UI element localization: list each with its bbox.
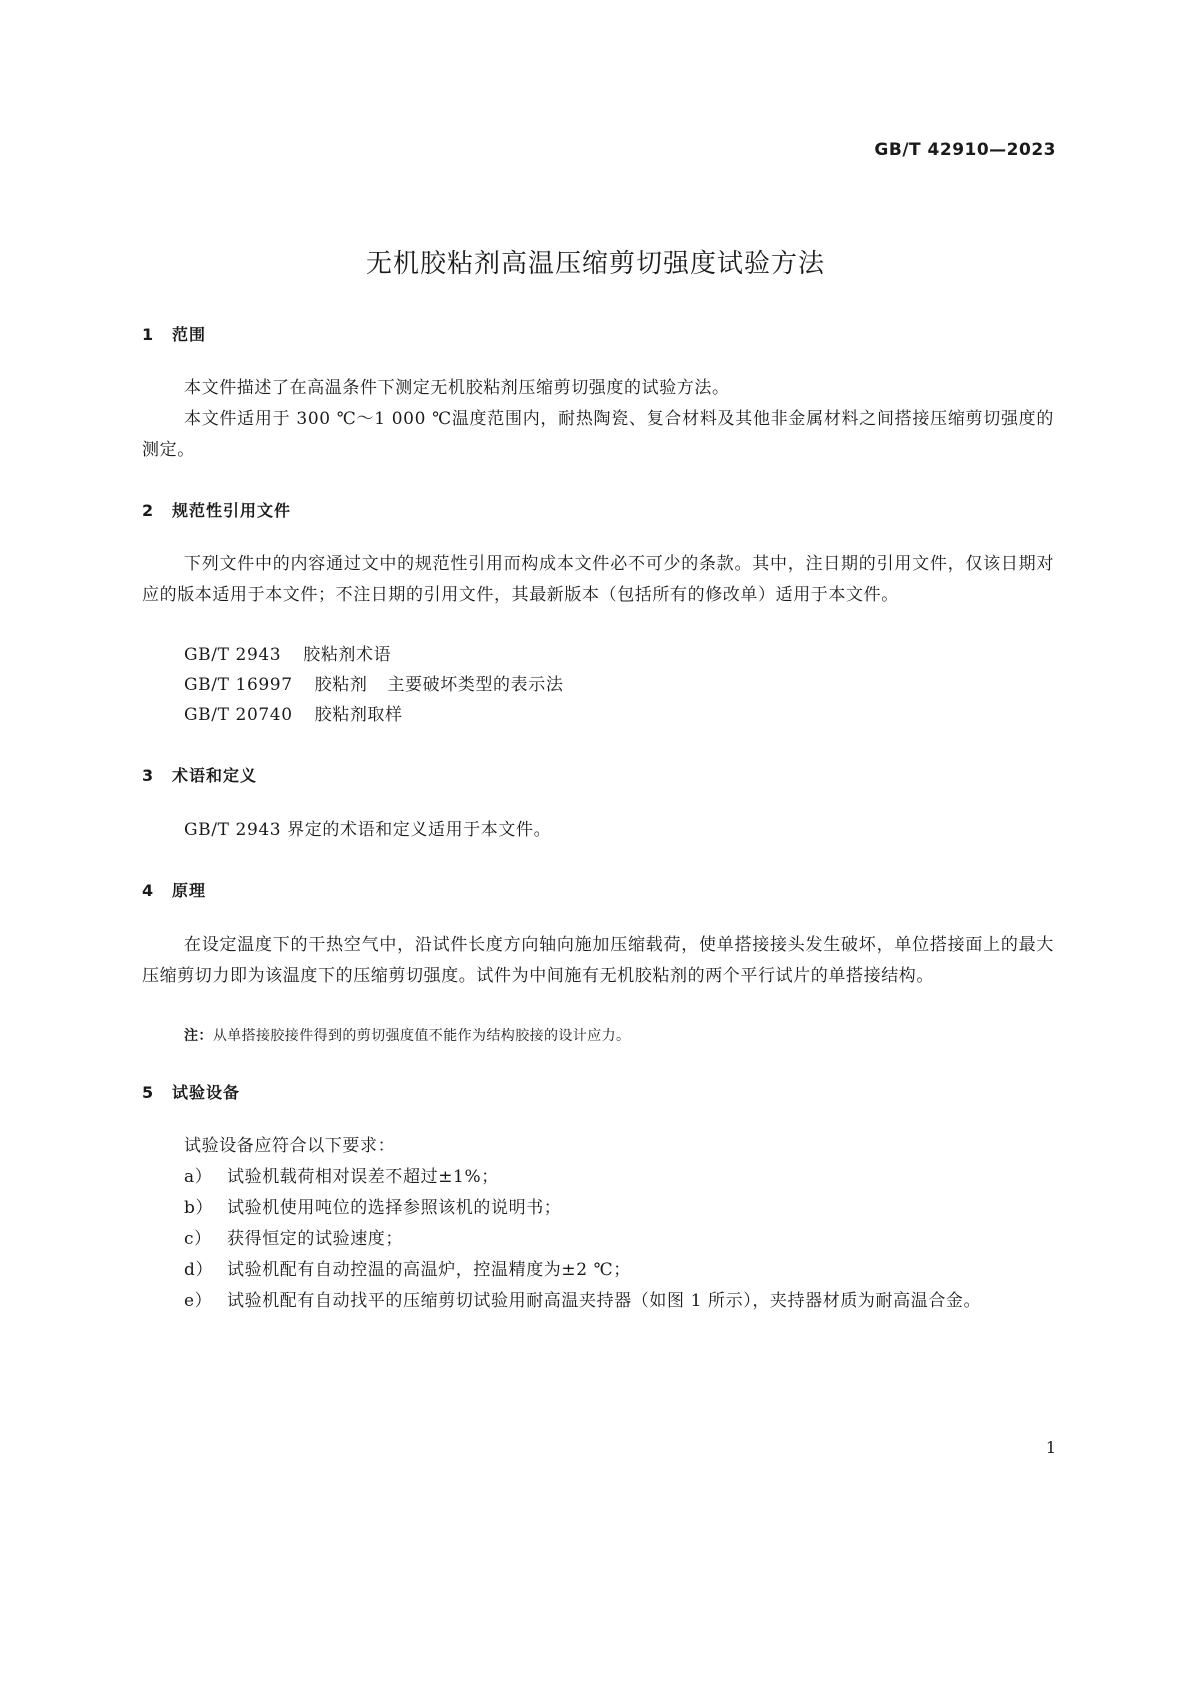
section-heading-principle — [142, 878, 206, 901]
document-title: 无机胶粘剂高温压缩剪切强度试验方法 — [365, 249, 825, 279]
list-item — [184, 1193, 1054, 1224]
list-text: 试验机使用吨位的选择参照该机的说明书； — [227, 1198, 562, 1218]
section-title: 术语和定义 — [172, 766, 258, 785]
principle-note — [184, 1025, 630, 1045]
note-text: 从单搭接胶接件得到的剪切强度值不能作为结构胶接的设计应力。 — [212, 1028, 631, 1044]
section-title: 试验设备 — [172, 1083, 241, 1102]
section-title: 范围 — [172, 325, 207, 344]
reference-title: 胶粘剂术语 — [303, 645, 392, 665]
reference-code: GB/T 2943 — [184, 645, 282, 665]
section-title: 规范性引用文件 — [172, 501, 292, 520]
section-number: 1 — [142, 325, 155, 344]
list-item — [184, 1255, 1054, 1286]
section-number: 5 — [142, 1083, 155, 1102]
reference-code: GB/T 20740 — [184, 705, 293, 725]
section-title: 原理 — [172, 881, 207, 900]
list-text: 获得恒定的试验速度； — [227, 1229, 403, 1249]
list-marker: d） — [184, 1260, 214, 1280]
principle-paragraph: 在设定温度下的干热空气中，沿试件长度方向轴向施加压缩载荷，使单搭接接头发生破坏，单位搭接面上的最大压缩剪切力即为该温度下的压缩剪切强度。试件为中间施有无机胶粘剂的两个平行试片的单搭接结构。 — [142, 935, 1054, 986]
reference-item — [184, 700, 403, 731]
section-number: 4 — [142, 881, 155, 900]
section-heading-scope — [142, 322, 206, 345]
note-label: 注： — [184, 1028, 213, 1044]
list-marker: e） — [184, 1291, 213, 1311]
reference-item — [184, 640, 391, 671]
page-number: 1 — [1045, 1438, 1056, 1457]
list-marker: c） — [184, 1229, 212, 1249]
list-text: 试验机配有自动控温的高温炉，控温精度为±2 ℃； — [227, 1260, 631, 1280]
section-heading-apparatus — [142, 1080, 240, 1103]
standard-code: GB/T 42910—2023 — [874, 140, 1056, 160]
section-heading-normative-references — [142, 498, 291, 521]
apparatus-intro-paragraph: 试验设备应符合以下要求： — [184, 1136, 396, 1156]
list-text: 试验机配有自动找平的压缩剪切试验用耐高温夹持器（如图 1 所示），夹持器材质为耐高温合金。 — [227, 1291, 982, 1311]
list-marker: b） — [184, 1198, 214, 1218]
reference-title: 胶粘剂 — [314, 675, 368, 695]
list-item — [184, 1224, 1054, 1255]
list-item — [184, 1286, 1054, 1317]
section-number: 3 — [142, 766, 155, 785]
reference-title: 胶粘剂取样 — [314, 705, 403, 725]
reference-subtitle: 主要破坏类型的表示法 — [387, 675, 564, 695]
scope-paragraph-1: 本文件描述了在高温条件下测定无机胶粘剂压缩剪切强度的试验方法。 — [184, 378, 730, 398]
section-number: 2 — [142, 501, 155, 520]
list-marker: a） — [184, 1167, 213, 1187]
references-intro-paragraph: 下列文件中的内容通过文中的规范性引用而构成本文件必不可少的条款。其中，注日期的引用文件，仅该日期对应的版本适用于本文件；不注日期的引用文件，其最新版本（包括所有的修改单）适用于本文件。 — [142, 554, 1054, 605]
section-heading-terms — [142, 763, 257, 786]
reference-item — [184, 670, 563, 701]
reference-code: GB/T 16997 — [184, 675, 293, 695]
list-item — [184, 1162, 1054, 1193]
list-text: 试验机载荷相对误差不超过±1%； — [227, 1167, 499, 1187]
scope-paragraph-2: 本文件适用于 300 ℃～1 000 ℃温度范围内，耐热陶瓷、复合材料及其他非金属材料之间搭接压缩剪切强度的测定。 — [142, 409, 1054, 460]
terms-paragraph: GB/T 2943 界定的术语和定义适用于本文件。 — [184, 820, 552, 840]
